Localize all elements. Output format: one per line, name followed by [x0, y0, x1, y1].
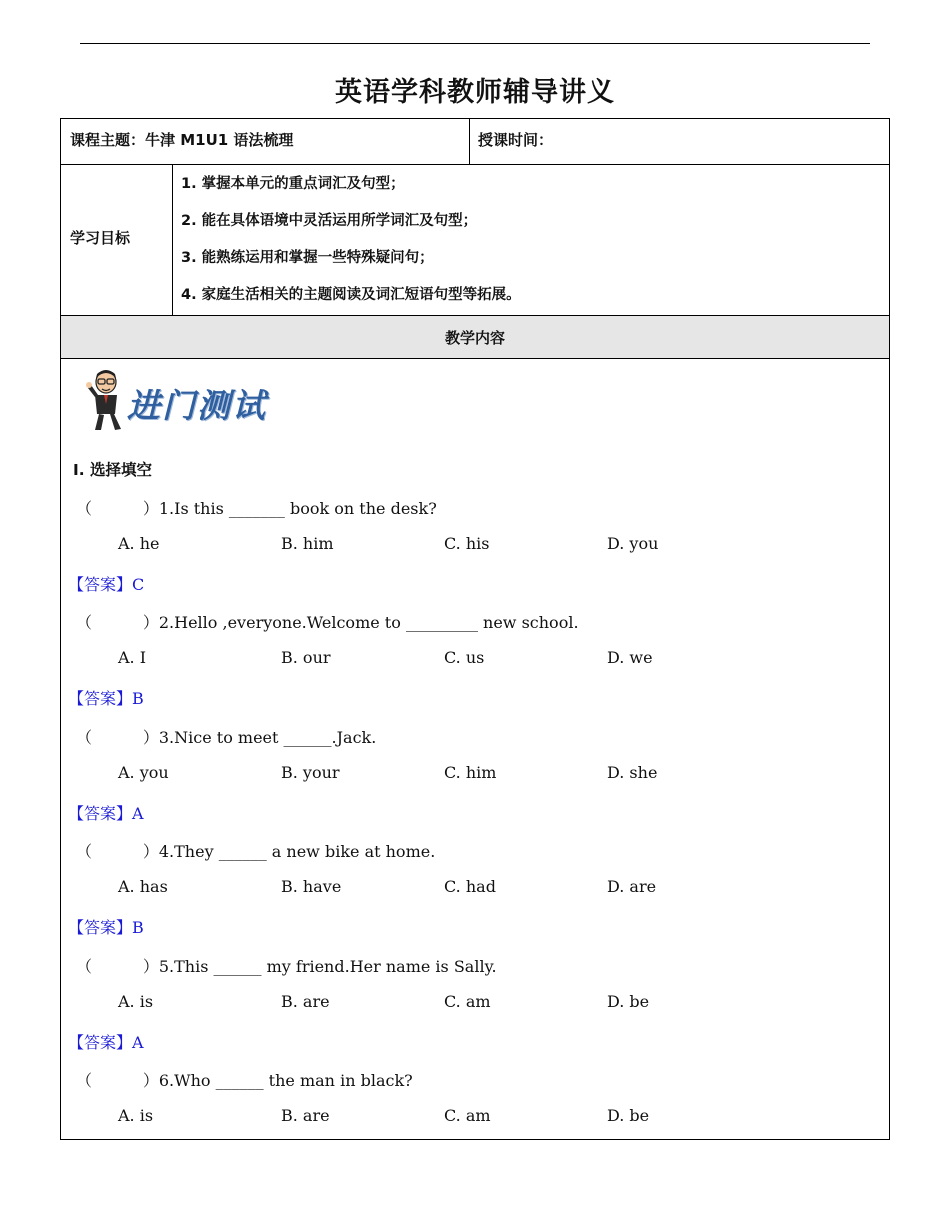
header-rule: [80, 43, 870, 44]
course-topic: 课程主题：牛津 M1U1 语法梳理: [70, 131, 294, 149]
answer-key: 【答案】A: [68, 1033, 144, 1052]
option-d: D. be: [607, 1106, 650, 1125]
goals-label: 学习目标: [70, 229, 131, 247]
option-c: C. him: [444, 763, 497, 782]
option-b: B. are: [281, 1106, 330, 1125]
option-a: A. he: [118, 534, 160, 553]
option-c: C. his: [444, 534, 490, 553]
option-c: C. am: [444, 992, 491, 1011]
option-d: D. are: [607, 877, 657, 896]
question-stem: （ ）2.Hello ,everyone.Welcome to _________ new school.: [76, 613, 579, 632]
cell-divider: [172, 165, 173, 315]
option-b: B. our: [281, 648, 331, 667]
option-b: B. your: [281, 763, 340, 782]
question-stem: （ ）3.Nice to meet ______.Jack.: [76, 728, 377, 747]
option-a: A. is: [118, 992, 154, 1011]
option-a: A. has: [118, 877, 168, 896]
entry-test-banner: [85, 368, 275, 436]
goal-item: 4. 家庭生活相关的主题阅读及词汇短语句型等拓展。: [181, 287, 521, 303]
goal-item: 1. 掌握本单元的重点词汇及句型；: [181, 176, 405, 192]
option-d: D. she: [607, 763, 658, 782]
option-a: A. is: [118, 1106, 154, 1125]
answer-key: 【答案】C: [68, 575, 145, 594]
goals-row: [61, 165, 889, 316]
part-title: Ⅰ. 选择填空: [73, 461, 153, 479]
option-d: D. you: [607, 534, 659, 553]
option-b: B. are: [281, 992, 330, 1011]
goal-item: 2. 能在具体语境中灵活运用所学词汇及句型；: [181, 213, 478, 229]
option-a: A. you: [118, 763, 169, 782]
document-title: 英语学科教师辅导讲义: [335, 77, 615, 108]
option-b: B. have: [281, 877, 342, 896]
entry-test-title: 进门测试: [127, 386, 267, 425]
question-stem: （ ）4.They ______ a new bike at home.: [76, 842, 436, 861]
question-stem: （ ）6.Who ______ the man in black?: [76, 1071, 413, 1090]
cell-divider: [469, 119, 470, 164]
answer-key: 【答案】A: [68, 804, 144, 823]
answer-key: 【答案】B: [68, 918, 144, 937]
answer-key: 【答案】B: [68, 689, 144, 708]
option-b: B. him: [281, 534, 334, 553]
goal-item: 3. 能熟练运用和掌握一些特殊疑问句；: [181, 250, 434, 266]
option-c: C. had: [444, 877, 496, 896]
option-a: A. I: [118, 648, 147, 667]
option-c: C. us: [444, 648, 485, 667]
teaching-content-header: [61, 316, 889, 359]
section-heading: 教学内容: [444, 329, 505, 347]
topic-row: [61, 119, 889, 165]
question-stem: （ ）1.Is this _______ book on the desk?: [76, 499, 437, 518]
lesson-time-label: 授课时间：: [478, 131, 554, 149]
question-stem: （ ）5.This ______ my friend.Her name is Sally.: [76, 957, 497, 976]
option-d: D. we: [607, 648, 653, 667]
option-c: C. am: [444, 1106, 491, 1125]
teacher-cartoon-icon: [85, 368, 129, 434]
option-d: D. be: [607, 992, 650, 1011]
